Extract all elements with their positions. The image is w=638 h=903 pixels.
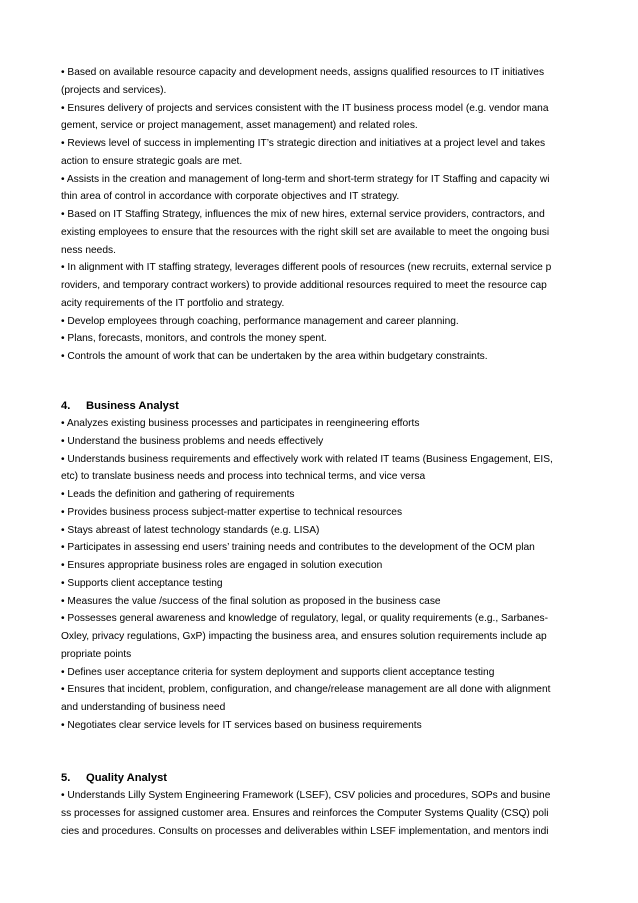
section-business-analyst bbox=[61, 398, 581, 735]
text-line: • Reviews level of success in implementing IT’s strategic direction and initiatives at a project level and takes bbox=[61, 138, 546, 149]
section-number: 4. bbox=[61, 400, 71, 412]
text-line: (projects and services). bbox=[61, 84, 167, 96]
text-line: • Participates in assessing end users’ training needs and contributes to the development of the OCM plan bbox=[61, 542, 535, 554]
text-line: • Negotiates clear service levels for IT services based on business requirements bbox=[61, 719, 422, 731]
text-line: • Assists in the creation and management of long-term and short-term strategy for IT Staffing and capacity wi bbox=[61, 173, 550, 185]
text-line: • Ensures that incident, problem, configuration, and change/release management are all done with alignment bbox=[61, 684, 551, 696]
text-line: propriate points bbox=[61, 648, 132, 660]
text-line: • Measures the value /success of the final solution as proposed in the business case bbox=[61, 595, 441, 607]
text-line: • Understand the business problems and needs effectively bbox=[61, 435, 324, 447]
text-line: and understanding of business need bbox=[61, 702, 226, 713]
text-line: roviders, and temporary contract workers) to provide additional resources required to meet the resource cap bbox=[61, 280, 547, 291]
section-title: Business Analyst bbox=[86, 400, 179, 412]
section-number: 5. bbox=[61, 772, 71, 784]
text-line: • Stays abreast of latest technology standards (e.g. LISA) bbox=[61, 524, 320, 536]
text-line: • Plans, forecasts, monitors, and controls the money spent. bbox=[61, 333, 327, 345]
text-line: Oxley, privacy regulations, GxP) impacting the business area, and ensures solution requirements include ap bbox=[61, 631, 547, 642]
text-line: • Possesses general awareness and knowledge of regulatory, legal, or quality requirements (e.g., Sarbanes- bbox=[61, 613, 548, 625]
section-resource-management bbox=[61, 64, 581, 366]
text-line: • In alignment with IT staffing strategy, leverages different pools of resources (new recruits, external service p bbox=[61, 262, 552, 274]
text-line: etc) to translate business needs and process into technical terms, and vice versa bbox=[61, 471, 426, 483]
text-line: cies and procedures. Consults on processes and deliverables within LSEF implementation, and mentors indi bbox=[61, 825, 549, 837]
text-line: ss processes for assigned customer area. Ensures and reinforces the Computer Systems Quality (CSQ) poli bbox=[61, 807, 549, 819]
text-line: • Supports client acceptance testing bbox=[61, 577, 223, 589]
text-line: • Controls the amount of work that can be undertaken by the area within budgetary constraints. bbox=[61, 351, 488, 362]
text-line: • Ensures appropriate business roles are engaged in solution execution bbox=[61, 560, 383, 571]
text-line: acity requirements of the IT portfolio and strategy. bbox=[61, 297, 285, 309]
text-line: • Ensures delivery of projects and services consistent with the IT business process model (e.g. vendor mana bbox=[61, 102, 549, 114]
text-line: • Understands Lilly System Engineering Framework (LSEF), CSV policies and procedures, SOPs and busine bbox=[61, 790, 551, 801]
text-line: ness needs. bbox=[61, 244, 116, 256]
section-title: Quality Analyst bbox=[86, 772, 168, 784]
text-line: • Provides business process subject-matter expertise to technical resources bbox=[61, 506, 403, 518]
section-quality-analyst bbox=[61, 770, 581, 840]
section-heading bbox=[61, 398, 581, 415]
text-line: • Analyzes existing business processes and participates in reengineering efforts bbox=[61, 418, 420, 429]
text-line: • Leads the definition and gathering of requirements bbox=[61, 489, 295, 500]
text-line: gement, service or project management, asset management) and related roles. bbox=[61, 120, 418, 132]
text-line: action to ensure strategic goals are met. bbox=[61, 155, 243, 167]
text-line: • Based on available resource capacity and development needs, assigns qualified resources to IT initiatives bbox=[61, 67, 545, 78]
text-line: • Develop employees through coaching, performance management and career planning. bbox=[61, 315, 459, 327]
section-heading bbox=[61, 770, 581, 787]
text-line: • Understands business requirements and effectively work with related IT teams (Business Engagement, EIS, bbox=[61, 453, 553, 465]
text-line: • Defines user acceptance criteria for system deployment and supports client acceptance testing bbox=[61, 666, 495, 678]
text-line: • Based on IT Staffing Strategy, influences the mix of new hires, external service providers, contractors, and bbox=[61, 209, 545, 220]
text-line: thin area of control in accordance with corporate objectives and IT strategy. bbox=[61, 191, 400, 203]
text-line: existing employees to ensure that the resources with the right skill set are available to meet the ongoing busi bbox=[61, 226, 550, 238]
